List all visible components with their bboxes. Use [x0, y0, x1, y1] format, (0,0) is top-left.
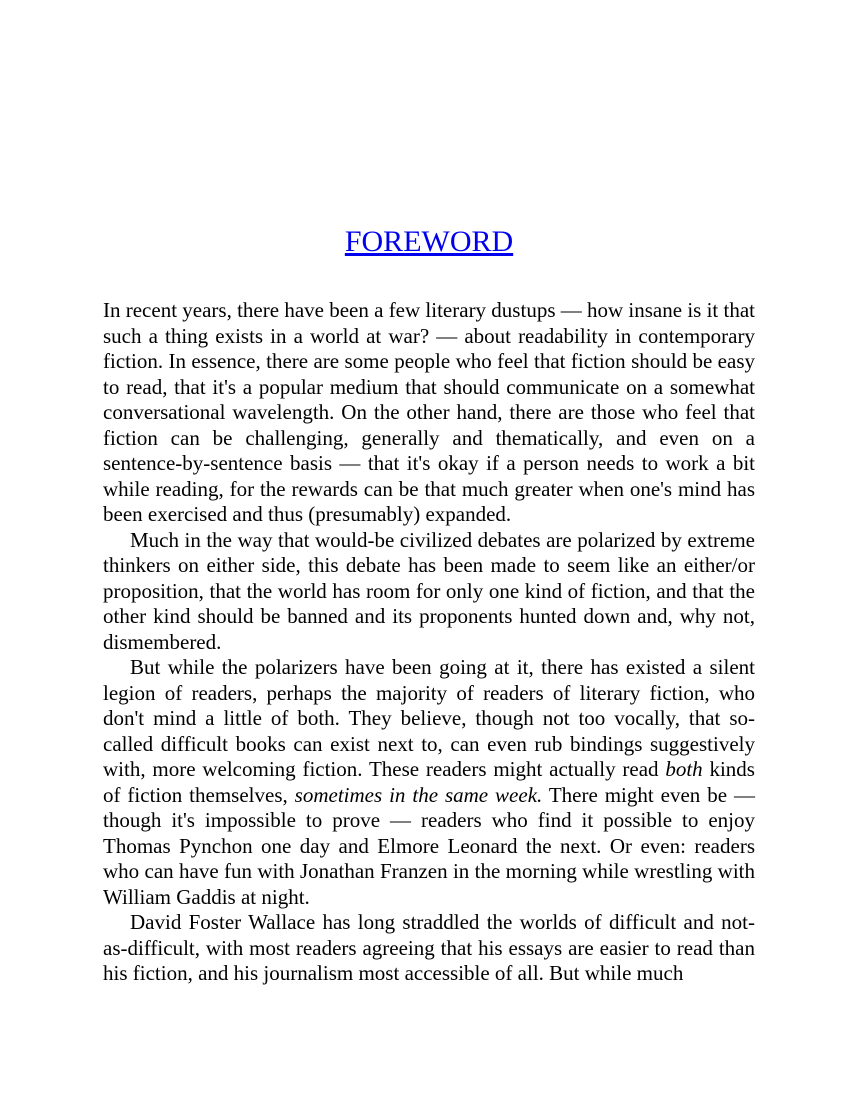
chapter-title: [0, 224, 858, 260]
text-run: David Foster Wallace has long straddled the worlds of difficult and not-as-difficult, with most readers agreeing that his essays are easier to read than his fiction, and his journalism most accessible of all. But while much: [103, 910, 755, 985]
text-run: There might even be — though it's impossible to prove — readers who find it possible to enjoy Thomas Pynchon one day and Elmore Leonard the next. Or even: readers who can have fun with Jonathan Franzen in the morning while wrestling with William Gaddis at night.: [103, 782, 755, 909]
text-run: But while the polarizers have been going at it, there has existed a silent legion of readers, perhaps the majority of readers of literary fiction, who don't mind a little of both. They believe, though not too vocally, that so-called difficult books can exist next to, can even rub bindings suggestively with, more welcoming fiction. These readers might actually read: [103, 655, 755, 781]
text-run: In recent years, there have been a few literary dustups — how insane is it that such a thing exists in a world at war? — about readability in contemporary fiction. In essence, there are some people who feel that fiction should be easy to read, that it's a popular medium that should communicate on a somewhat conversational wavelength. On the other hand, there are those who feel that fiction can be challenging, generally and thematically, and even on a sentence-by-sentence basis — that it's okay if a person needs to work a bit while reading, for the rewards can be that much greater when one's mind has been exercised and thus (presumably) expanded.: [103, 298, 755, 526]
italic-text-run: sometimes in the same week.: [294, 782, 543, 807]
paragraph: [103, 910, 755, 987]
paragraph: [103, 298, 755, 528]
paragraph: [103, 655, 755, 910]
body-text: [103, 298, 755, 987]
paragraph: [103, 528, 755, 656]
chapter-title-link[interactable]: FOREWORD: [344, 225, 514, 258]
italic-text-run: both: [665, 757, 703, 781]
text-run: Much in the way that would-be civilized debates are polarized by extreme thinkers on either side, this debate has been made to seem like an either/or proposition, that the world has room for only one kind of fiction, and that the other kind should be banned and its proponents hunted down and, why not, dismembered.: [103, 527, 755, 654]
text-run: kinds of fiction themselves,: [103, 757, 755, 807]
